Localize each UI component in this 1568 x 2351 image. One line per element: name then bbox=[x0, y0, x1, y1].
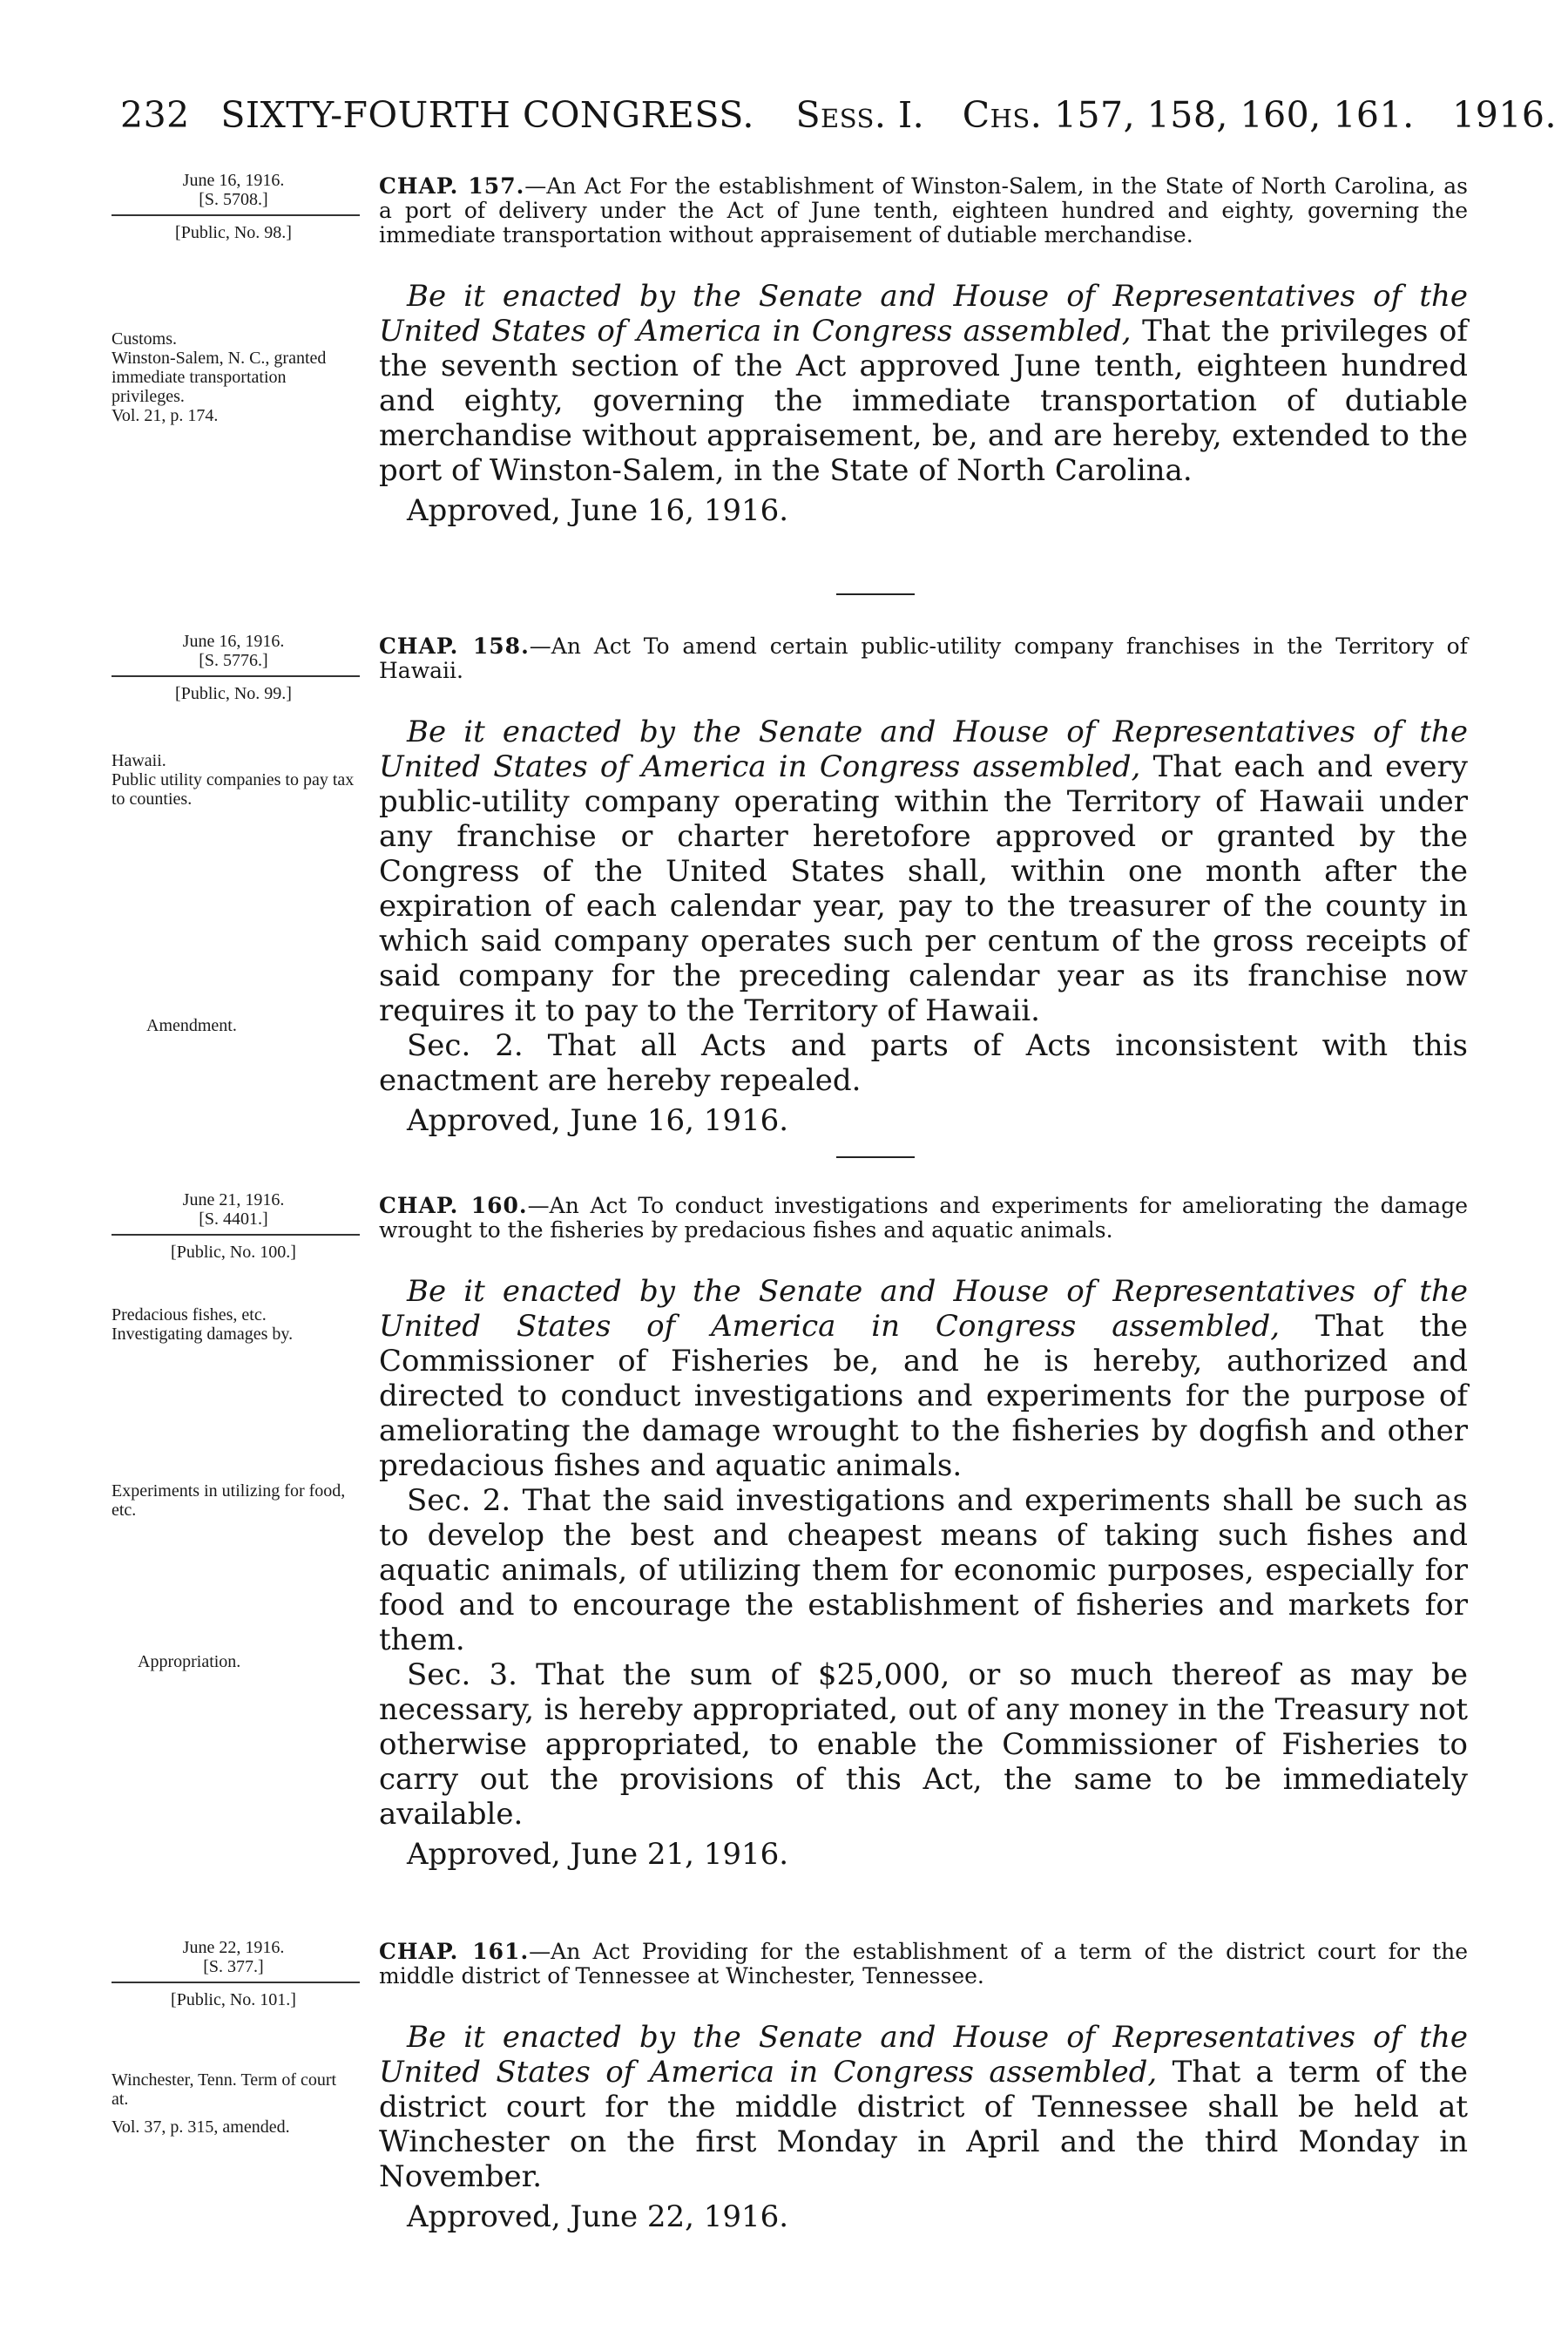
approved-line: Approved, June 16, 1916. bbox=[407, 1103, 789, 1138]
margin-public: [Public, No. 101.] bbox=[171, 1990, 296, 2009]
page-number: 232 bbox=[120, 94, 190, 136]
chapter-161-margin bbox=[112, 1938, 355, 2009]
enacting-clause: Be it enacted by the Senate and House of Representatives of the United States of America in Congress assembled, bbox=[379, 1274, 1468, 1344]
chapter-158-notes bbox=[112, 751, 355, 809]
margin-note: Appropriation. bbox=[138, 1652, 241, 1671]
chapter-161-notes bbox=[112, 2070, 355, 2137]
margin-rule bbox=[112, 675, 360, 677]
chapter-158 bbox=[379, 634, 1468, 1138]
margin-note: Experiments in utilizing for food, etc. bbox=[112, 1481, 346, 1520]
session-label: Sess. I. bbox=[795, 94, 925, 136]
chapter-160-notes bbox=[112, 1305, 355, 1344]
margin-bill: [S. 5776.] bbox=[199, 651, 268, 670]
chapter-divider bbox=[836, 593, 915, 595]
chapter-157 bbox=[379, 174, 1468, 528]
section-text: Sec. 2. That all Acts and parts of Acts inconsistent with this enactment are hereby repealed. bbox=[379, 1028, 1468, 1098]
chapter-label: CHAP. 161. bbox=[379, 1939, 530, 1964]
margin-note: Hawaii. bbox=[112, 751, 166, 770]
margin-date: June 16, 1916. bbox=[182, 632, 285, 651]
margin-public: [Public, No. 100.] bbox=[171, 1243, 296, 1262]
margin-bill: [S. 377.] bbox=[203, 1957, 264, 1976]
chapter-title bbox=[379, 634, 1468, 683]
section-text bbox=[379, 715, 1468, 1028]
margin-note: Amendment. bbox=[146, 1016, 237, 1035]
margin-date: June 16, 1916. bbox=[182, 171, 285, 190]
margin-note: Winston-Salem, N. C., granted immediate transportation privileges. bbox=[112, 349, 327, 406]
act-title: —An Act For the establishment of Winston-Salem, in the State of North Carolina, as a port of delivery under the Act of June tenth, eighteen hundred and eighty, governing the immediate transportation without appraisement of dutiable merchandise. bbox=[379, 173, 1468, 247]
section-text: Sec. 3. That the sum of $25,000, or so much thereof as may be necessary, is hereby appropriated, out of any money in the Treasury not otherwise appropriated, to enable the Commissioner of Fisheries to carry out the provisions of this Act, the same to be immediately available. bbox=[379, 1657, 1468, 1832]
margin-note: Public utility companies to pay tax to counties. bbox=[112, 770, 355, 809]
enacting-clause: Be it enacted by the Senate and House of Representatives of the United States of America in Congress assembled, bbox=[379, 279, 1468, 349]
margin-public: [Public, No. 99.] bbox=[175, 684, 292, 703]
margin-note: Vol. 21, p. 174. bbox=[112, 406, 219, 425]
chapter-161 bbox=[379, 1940, 1468, 2234]
act-title: —An Act To amend certain public-utility company franchises in the Territory of Hawaii. bbox=[379, 633, 1468, 683]
chapter-157-margin bbox=[112, 171, 355, 242]
act-title: —An Act To conduct investigations and experiments for ameliorating the damage wrought to the fisheries by predacious fishes and aquatic animals. bbox=[379, 1193, 1468, 1243]
chapter-title bbox=[379, 1940, 1468, 1989]
chapter-label: CHAP. 160. bbox=[379, 1193, 528, 1218]
running-header bbox=[120, 94, 1558, 136]
section-body: That a term of the district court for the middle district of Tennessee shall be held at Winchester on the first Monday in April and the third Monday in November. bbox=[379, 2055, 1468, 2194]
act-title: —An Act Providing for the establishment of a term of the district court for the middle district of Tennessee at Winchester, Tennessee. bbox=[379, 1939, 1469, 1989]
section-body: That each and every public-utility company operating within the Territory of Hawaii under any franchise or charter heretofore approved or granted by the Congress of the United States shall, within one month after the expiration of each calendar year, pay to the treasurer of the county in which said company operates such per centum of the gross receipts of said company for the preceding calendar year as its franchise now requires it to pay to the Territory of Hawaii. bbox=[379, 749, 1468, 1028]
chapter-label: CHAP. 158. bbox=[379, 633, 530, 659]
section-text bbox=[379, 1274, 1468, 1483]
margin-date: June 22, 1916. bbox=[182, 1938, 285, 1957]
approved-line: Approved, June 21, 1916. bbox=[407, 1837, 789, 1872]
enacting-clause: Be it enacted by the Senate and House of Representatives of the United States of America in Congress assembled, bbox=[379, 2020, 1468, 2090]
margin-rule bbox=[112, 1234, 360, 1236]
margin-note: Winchester, Tenn. Term of court at. bbox=[112, 2070, 337, 2109]
margin-note: Predacious fishes, etc. Investigating damages by. bbox=[112, 1305, 294, 1344]
margin-rule bbox=[112, 1982, 360, 1983]
chapter-158-notes-amend bbox=[112, 1016, 355, 1035]
chapter-158-margin bbox=[112, 632, 355, 703]
chapter-157-notes bbox=[112, 329, 355, 425]
chapter-160 bbox=[379, 1194, 1468, 1872]
chapter-160-margin bbox=[112, 1190, 355, 1262]
section-text: Sec. 2. That the said investigations and experiments shall be such as to develop the best and cheapest means of taking such fishes and aquatic animals, of utilizing them for economic purposes, especially for food and to encourage the establishment of fisheries and markets for them. bbox=[379, 1483, 1468, 1657]
congress-title: SIXTY-FOURTH CONGRESS. bbox=[220, 94, 754, 136]
chapter-divider bbox=[836, 1156, 915, 1158]
section-body: That the privileges of the seventh section of the Act approved June tenth, eighteen hundred and eighty, governing the immediate transportation of dutiable merchandise without appraisement, be, and are hereby, extended to the port of Winston-Salem, in the State of North Carolina. bbox=[379, 314, 1468, 488]
chapter-title bbox=[379, 1194, 1468, 1243]
margin-date: June 21, 1916. bbox=[182, 1190, 285, 1209]
enacting-clause: Be it enacted by the Senate and House of Representatives of the United States of America in Congress assembled, bbox=[379, 715, 1468, 784]
year-label: 1916. bbox=[1452, 94, 1558, 136]
margin-note: Vol. 37, p. 315, amended. bbox=[112, 2117, 290, 2137]
chapter-label: CHAP. 157. bbox=[379, 173, 525, 199]
margin-bill: [S. 4401.] bbox=[199, 1209, 268, 1229]
margin-bill: [S. 5708.] bbox=[199, 190, 268, 209]
margin-note: Customs. bbox=[112, 329, 178, 349]
chapter-160-notes-appr bbox=[112, 1652, 355, 1671]
margin-rule bbox=[112, 214, 360, 216]
approved-line: Approved, June 22, 1916. bbox=[407, 2199, 789, 2234]
approved-line: Approved, June 16, 1916. bbox=[407, 493, 789, 528]
section-text bbox=[379, 2020, 1468, 2194]
chapters-label: Chs. 157, 158, 160, 161. bbox=[962, 94, 1415, 136]
section-text bbox=[379, 279, 1468, 488]
margin-public: [Public, No. 98.] bbox=[175, 223, 292, 242]
chapter-title bbox=[379, 174, 1468, 247]
chapter-160-notes-exp bbox=[112, 1481, 355, 1520]
section-body: That the Commissioner of Fisheries be, and he is hereby, authorized and directed to conduct investigations and experiments for the purpose of ameliorating the damage wrought to the fisheries by dogfish and other predacious fishes and aquatic animals. bbox=[379, 1309, 1469, 1483]
